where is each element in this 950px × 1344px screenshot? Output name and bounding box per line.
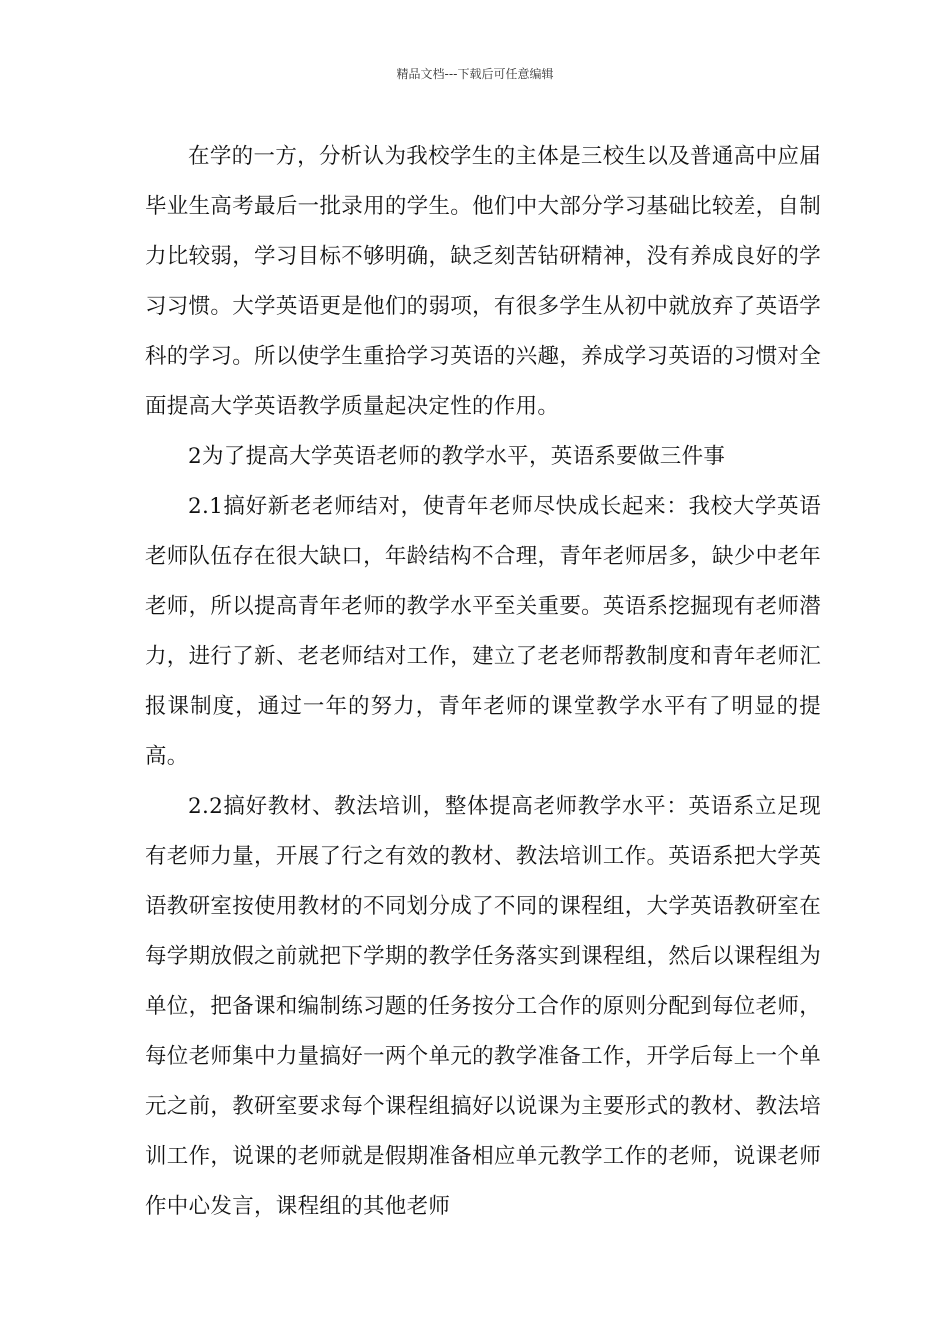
page-header: 精品文档---下载后可任意编辑 [396,67,554,81]
paragraph-2-2: 2.2搞好教材、教法培训，整体提高老师教学水平：英语系立足现有老师力量，开展了行之有效的教材、教法培训工作。英语系把大学英语教研室按使用教材的不同划分成了不同的课程组，大学英语教研室在每学期放假之前就把下学期的教学任务落实到课程组，然后以课程组为单位，把备课和编制练习题的任务按分工合作的原则分配到每位老师，每位老师集中力量搞好一两个单元的教学准备工作，开学后每上一个单元之前，教研室要求每个课程组搞好以说课为主要形式的教材、教法培训工作，说课的老师就是假期准备相应单元教学工作的老师，说课老师作中心发言，课程组的其他老师 [145,794,821,1219]
document-body [145,132,821,1232]
paragraph-students: 在学的一方，分析认为我校学生的主体是三校生以及普通高中应届毕业生高考最后一批录用的学生。他们中大部分学习基础比较差，自制力比较弱，学习目标不够明确，缺乏刻苦钻研精神，没有养成良好的学习习惯。大学英语更是他们的弱项，有很多学生从初中就放弃了英语学科的学习。所以使学生重拾学习英语的兴趣，养成学习英语的习惯对全面提高大学英语教学质量起决定性的作用。 [145,144,821,419]
section-heading-2: 2为了提高大学英语老师的教学水平，英语系要做三件事 [188,444,726,469]
paragraph-2-1: 2.1搞好新老老师结对，使青年老师尽快成长起来：我校大学英语老师队伍存在很大缺口，年龄结构不合理，青年老师居多，缺少中老年老师，所以提高青年老师的教学水平至关重要。英语系挖掘现有老师潜力，进行了新、老老师结对工作，建立了老老师帮教制度和青年老师汇报课制度，通过一年的努力，青年老师的课堂教学水平有了明显的提高。 [145,494,821,769]
